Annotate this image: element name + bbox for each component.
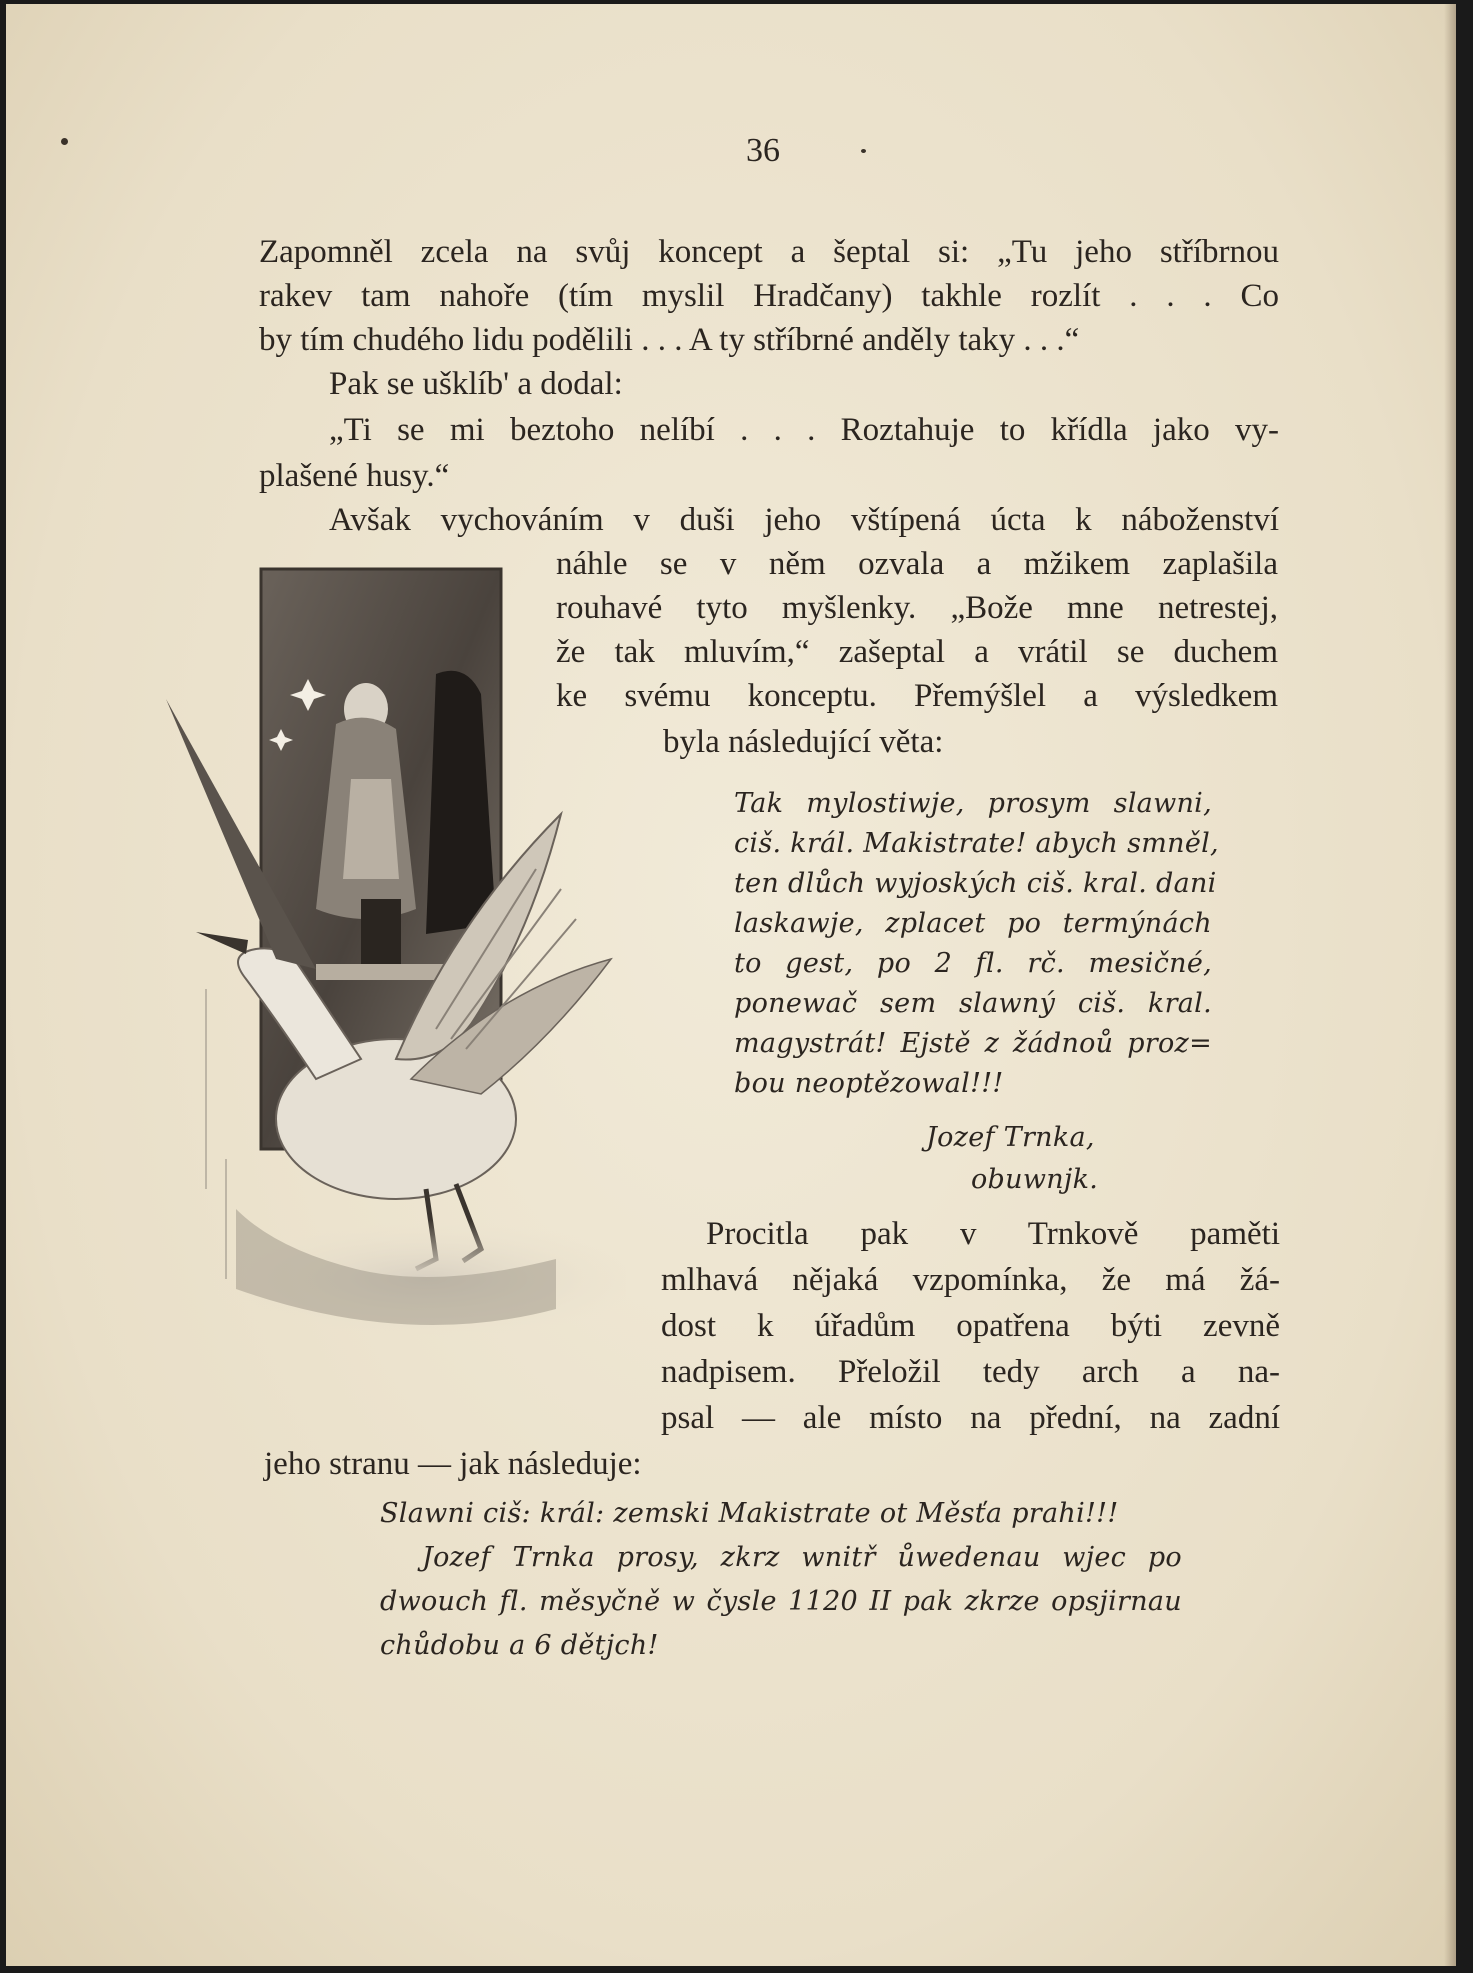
ink-speck xyxy=(61,138,68,145)
text-line: „Ti se mi beztoho nelíbí . . . Roztahuje to křídla jako vy- xyxy=(329,412,1279,448)
text-line: Pak se ušklíb' a dodal: xyxy=(329,366,623,402)
illustration-drawing xyxy=(166,559,626,1349)
petition-line: ponewač sem slawný ciš. kral. xyxy=(734,988,1212,1019)
address-line: dwouch fl. měsyčně w čysle 1120 II pak zkrze opsjirnau xyxy=(380,1586,1182,1617)
text-line: ke svému konceptu. Přemýšlel a výsledkem xyxy=(556,678,1278,714)
goose-illustration xyxy=(166,559,626,1349)
ink-speck xyxy=(861,149,866,153)
text-line: psal — ale místo na přední, na zadní xyxy=(661,1400,1280,1436)
text-line: dost k úřadům opatřena býti zevně xyxy=(661,1308,1280,1344)
text-line: rouhavé tyto myšlenky. „Bože mne netrestej, xyxy=(556,590,1278,626)
petition-line: bou neoptězowal!!! xyxy=(734,1068,1004,1099)
petition-line: magystrát! Ejstě z žádnoů proz= xyxy=(734,1028,1212,1059)
text-line: rakev tam nahoře (tím myslil Hradčany) takhle rozlít . . . Co xyxy=(259,278,1279,314)
page-number: 36 xyxy=(746,132,780,169)
petition-line: Tak mylostiwje, prosym slawni, xyxy=(734,788,1212,819)
address-line: Slawni ciš: král: zemski Makistrate ot Měsťa prahi!!! xyxy=(380,1498,1119,1529)
text-line: plašené husy.“ xyxy=(259,458,450,494)
address-line: Jozef Trnka prosy, zkrz wnitř ůwedenau wjec po xyxy=(422,1542,1182,1573)
text-line: Avšak vychováním v duši jeho vštípená úcta k náboženství xyxy=(329,502,1279,538)
page-edge-shadow xyxy=(1444,4,1456,1966)
text-line: náhle se v něm ozvala a mžikem zaplašila xyxy=(556,546,1278,582)
goose-beak xyxy=(196,932,248,954)
book-page xyxy=(6,4,1456,1966)
candles xyxy=(361,899,401,969)
text-line: by tím chudého lidu podělili . . . A ty stříbrné anděly taky . . .“ xyxy=(259,322,1080,358)
text-line: byla následující věta: xyxy=(663,724,944,760)
petition-line: ten dlůch wyjoských ciš. kral. dani xyxy=(734,868,1217,899)
petition-line: to gest, po 2 fl. rč. mesičné, xyxy=(734,948,1212,979)
text-line: Procitla pak v Trnkově paměti xyxy=(706,1216,1280,1252)
text-line: Zapomněl zcela na svůj koncept a šeptal si: „Tu jeho stříbrnou xyxy=(259,234,1279,270)
signature-title: obuwnjk. xyxy=(971,1164,1099,1195)
text-line: nadpisem. Přeložil tedy arch a na- xyxy=(661,1354,1280,1390)
text-line: že tak mluvím,“ zašeptal a vrátil se duchem xyxy=(556,634,1278,670)
text-line: mlhavá nějaká vzpomínka, že má žá- xyxy=(661,1262,1280,1298)
text-line: jeho stranu — jak následuje: xyxy=(264,1446,642,1482)
signature-name: Jozef Trnka, xyxy=(926,1122,1095,1153)
address-line: chůdobu a 6 dětjch! xyxy=(380,1630,659,1661)
petition-line: laskawje, zplacet po termýnách xyxy=(734,908,1212,939)
petition-line: ciš. král. Makistrate! abych smněl, xyxy=(734,828,1219,859)
